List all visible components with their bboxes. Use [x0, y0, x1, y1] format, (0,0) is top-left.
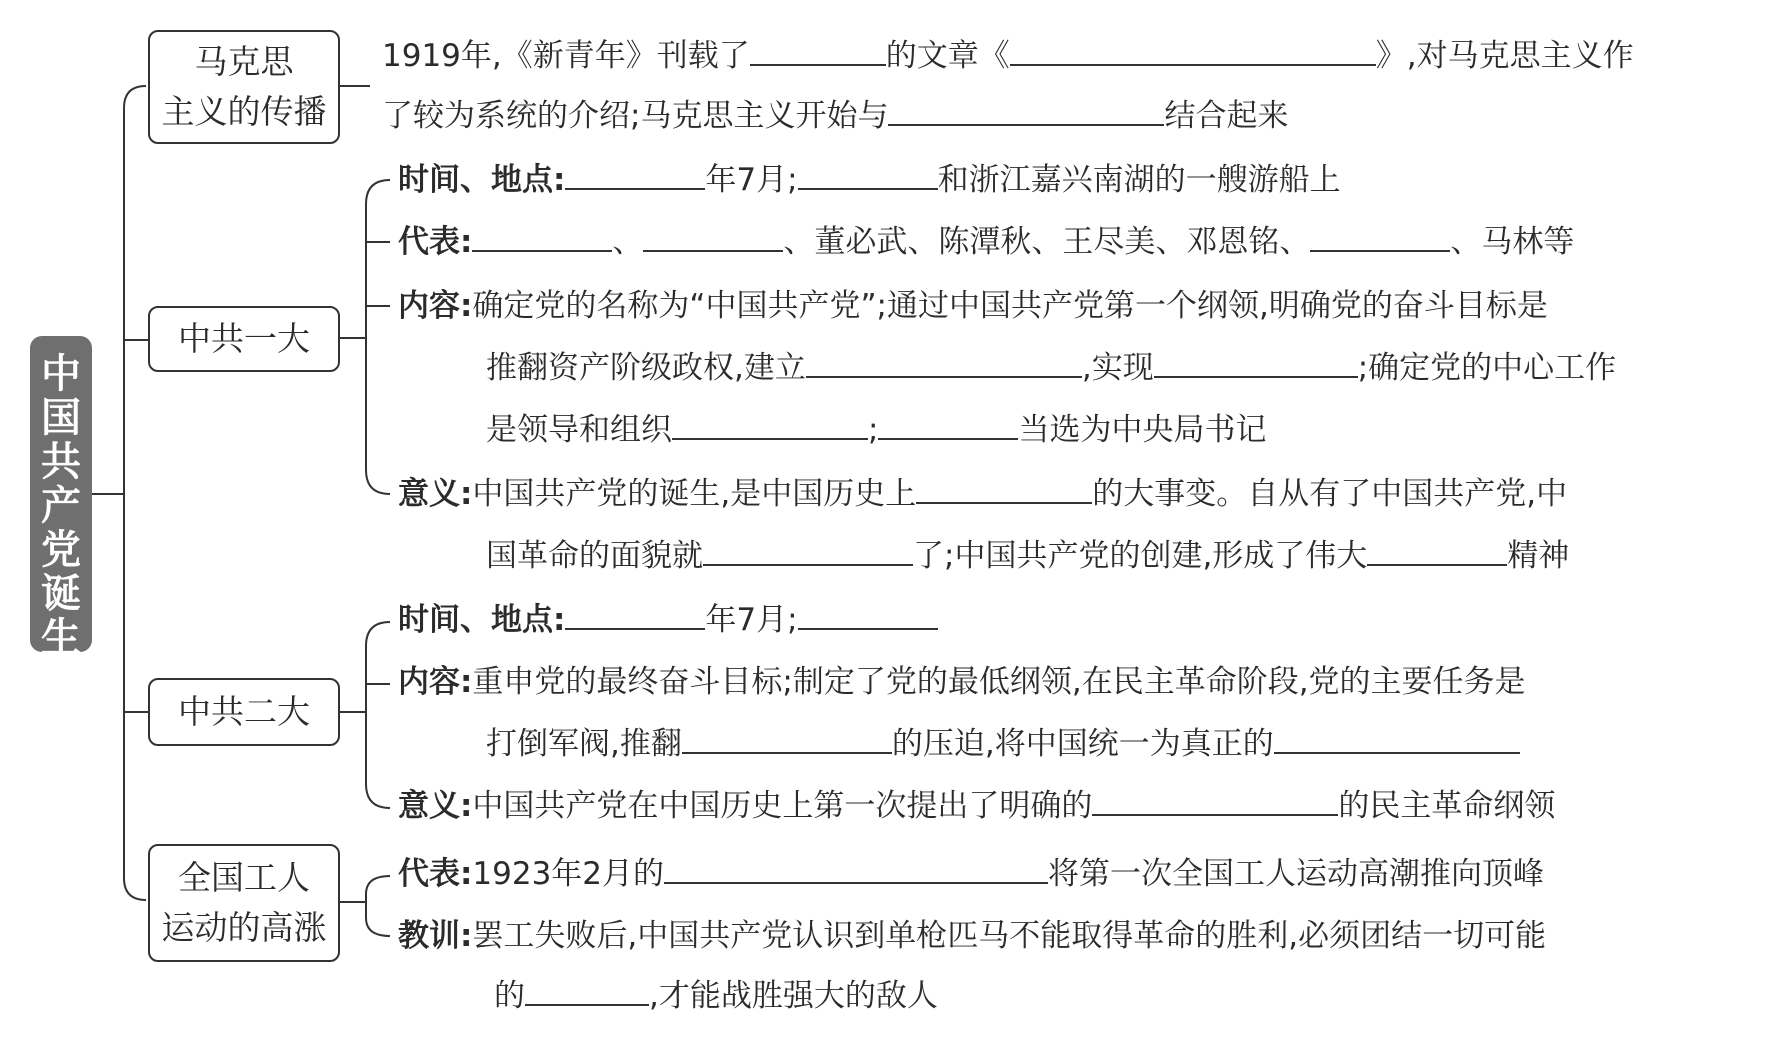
second-time-line: [398, 598, 938, 642]
first-rep-end: 、马林等: [1450, 224, 1575, 260]
node-first-label: 中共一大: [178, 319, 310, 358]
labor-lesson-1: 罢工失败后,中国共产党认识到单枪匹马不能取得革命的胜利,必须团结一切可能: [472, 918, 1547, 954]
blank: [1010, 34, 1376, 66]
blank: [798, 598, 938, 630]
first-content-1: 确定党的名称为“中国共产党”;通过中国共产党第一个纲领,明确党的奋斗目标是: [472, 288, 1548, 324]
second-sig-1b: 的民主革命纲领: [1338, 788, 1556, 824]
blank: [750, 34, 886, 66]
blank: [878, 408, 1018, 440]
first-content-3c: 当选为中央局书记: [1018, 412, 1267, 448]
blank: [682, 722, 892, 754]
labor-lesson-label: 教训:: [398, 918, 473, 954]
second-time-a: 年7月;: [705, 602, 798, 638]
blank: [916, 472, 1092, 504]
node-marxism-spread: [148, 30, 340, 144]
blank: [888, 94, 1164, 126]
first-time-b: 和浙江嘉兴南湖的一艘游船上: [937, 162, 1341, 198]
first-sig-line-2: [486, 534, 1569, 578]
blank: [806, 346, 1082, 378]
blank: [672, 408, 868, 440]
first-sig-2c: 精神: [1507, 538, 1570, 574]
first-rep-mid: 、董必武、陈潭秋、王尽美、邓恩铭、: [783, 224, 1311, 260]
node-labor-line1: 全国工人: [178, 858, 310, 897]
first-rep-label: 代表:: [398, 224, 473, 260]
spread-text-1b: 的文章《: [885, 38, 1010, 74]
first-content-2b: ,实现: [1081, 350, 1154, 386]
node-labor-line2: 运动的高涨: [161, 908, 327, 947]
second-content-line-1: [398, 660, 1526, 704]
blank: [1092, 784, 1338, 816]
first-content-3a: 是领导和组织: [486, 412, 672, 448]
first-sig-2a: 国革命的面貌就: [486, 538, 703, 574]
second-bracket: [366, 622, 390, 808]
blank: [703, 534, 913, 566]
first-content-line-2: [486, 346, 1616, 390]
root-title: 中国共产党诞生: [41, 351, 81, 661]
spread-text-2a: 了较为系统的介绍;马克思主义开始与: [382, 98, 889, 134]
second-content-label: 内容:: [398, 664, 473, 700]
first-content-line-1: [398, 284, 1548, 328]
second-sig-1a: 中国共产党在中国历史上第一次提出了明确的: [472, 788, 1093, 824]
first-sig-2b: 了;中国共产党的创建,形成了伟大: [913, 538, 1368, 574]
second-sig-line: [398, 784, 1555, 828]
spread-text-1a: 1919年,《新青年》刊载了: [382, 38, 750, 74]
spread-line-1: [382, 34, 1634, 78]
main-trunk: [124, 86, 146, 900]
spread-line-2: [382, 94, 1288, 138]
blank: [565, 598, 705, 630]
first-bracket: [366, 180, 390, 494]
blank: [798, 158, 938, 190]
second-time-label: 时间、地点:: [398, 602, 566, 638]
labor-lesson-line-2: [494, 974, 938, 1018]
labor-rep-1a: 1923年2月的: [472, 856, 665, 892]
first-sig-line-1: [398, 472, 1567, 516]
blank: [643, 220, 783, 252]
first-content-3b: ;: [868, 412, 879, 448]
second-content-2a: 打倒军阀,推翻: [486, 726, 682, 762]
first-time-line: [398, 158, 1341, 202]
second-content-1: 重申党的最终奋斗目标;制定了党的最低纲领,在民主革命阶段,党的主要任务是: [472, 664, 1526, 700]
first-content-2c: ;确定党的中心工作: [1357, 350, 1617, 386]
blank: [525, 974, 649, 1006]
node-marxism-line1: 马克思: [194, 42, 294, 81]
first-time-a: 年7月;: [705, 162, 798, 198]
node-first-congress: [148, 306, 340, 372]
second-sig-label: 意义:: [398, 788, 473, 824]
node-second-label: 中共二大: [178, 692, 310, 731]
second-content-line-2: [486, 722, 1520, 766]
first-content-line-3: [486, 408, 1266, 452]
blank: [472, 220, 612, 252]
labor-lesson-2a: 的: [494, 978, 525, 1014]
first-content-label: 内容:: [398, 288, 473, 324]
node-marxism-line2: 主义的传播: [161, 92, 327, 131]
spread-text-2b: 结合起来: [1164, 98, 1289, 134]
blank: [664, 852, 1048, 884]
blank: [1154, 346, 1358, 378]
blank: [1367, 534, 1507, 566]
blank: [1310, 220, 1450, 252]
first-sig-1a: 中国共产党的诞生,是中国历史上: [472, 476, 917, 512]
first-sig-label: 意义:: [398, 476, 473, 512]
first-rep-line: [398, 220, 1574, 264]
first-content-2a: 推翻资产阶级政权,建立: [486, 350, 806, 386]
spread-text-1c: 》,对马克思主义作: [1375, 38, 1634, 74]
blank: [1274, 722, 1520, 754]
labor-rep-label: 代表:: [398, 856, 473, 892]
root-node: [30, 336, 92, 661]
labor-bracket: [366, 876, 390, 936]
node-second-congress: [148, 678, 340, 746]
blank: [565, 158, 705, 190]
labor-lesson-line-1: [398, 914, 1546, 958]
first-sig-1b: 的大事变。自从有了中国共产党,中: [1092, 476, 1568, 512]
node-labor-movement: [148, 844, 340, 962]
second-content-2b: 的压迫,将中国统一为真正的: [891, 726, 1274, 762]
labor-rep-line: [398, 852, 1544, 896]
first-time-label: 时间、地点:: [398, 162, 566, 198]
labor-lesson-2b: ,才能战胜强大的敌人: [649, 978, 938, 1014]
labor-rep-1b: 将第一次全国工人运动高潮推向顶峰: [1048, 856, 1545, 892]
first-rep-sep: 、: [612, 224, 644, 260]
